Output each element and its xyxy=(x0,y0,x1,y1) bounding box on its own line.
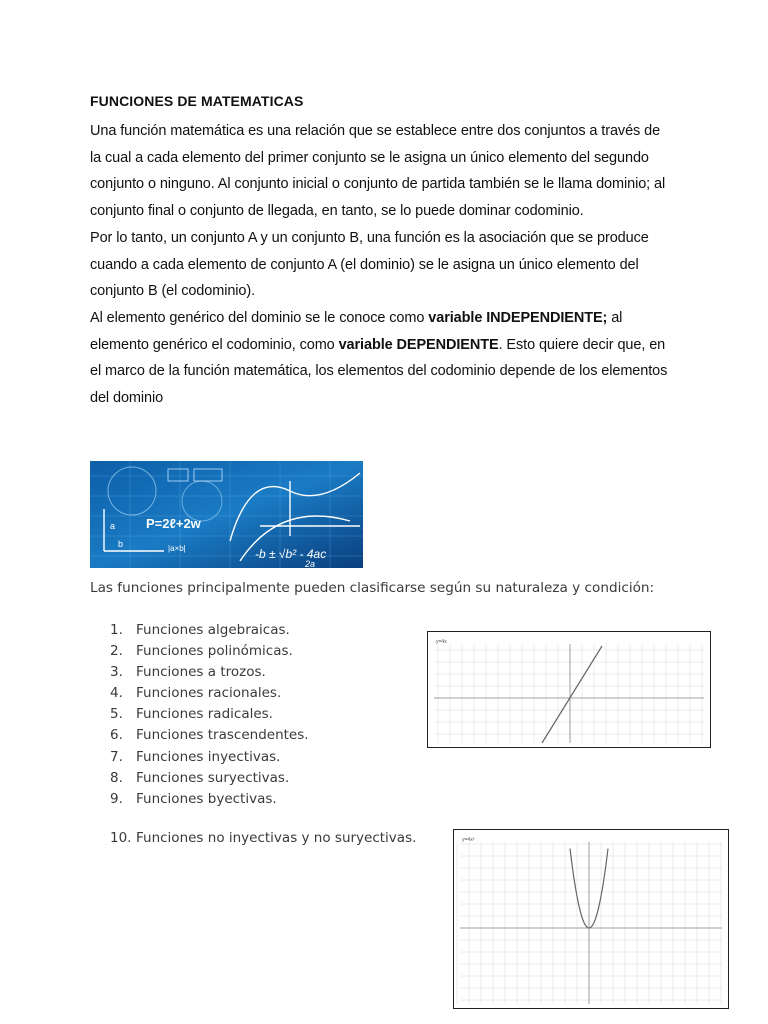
list-item-text: Funciones radicales. xyxy=(136,706,273,723)
list-item xyxy=(110,789,416,810)
list-item xyxy=(110,641,416,662)
quadratic-function-graph xyxy=(453,829,729,1009)
list-item-number: 4. xyxy=(110,685,123,702)
list-item-text: Funciones inyectivas. xyxy=(136,748,281,765)
list-item-number: 2. xyxy=(110,643,123,660)
list-item xyxy=(110,683,416,704)
function-types-list xyxy=(110,620,416,849)
list-item-number: 9. xyxy=(110,790,123,807)
list-item-number: 1. xyxy=(110,622,123,638)
linear-graph-label: y=4x xyxy=(436,639,447,645)
linear-graph-curve xyxy=(542,646,602,743)
paragraph-definition: Una función matemática es una relación que se establece entre dos conjuntos a través de la cual a cada elemento del primer conjunto se le asigna un único elemento del segundo conjunto o ninguno. Al conjunto inicial o conjunto de partida también se le llama dominio; al conjunto final o conjunto de llegada, en tanto, se lo puede dominar codominio. xyxy=(90,123,666,220)
linear-function-graph xyxy=(427,631,711,748)
paragraph-variables xyxy=(90,305,670,412)
paragraph-sets: Por lo tanto, un conjunto A y un conjunto B, una función es la asociación que se produce cuando a cada elemento de conjunto A (el dominio) se le asigna un único elemento del conjunto B (el codominio). xyxy=(90,229,649,300)
list-item xyxy=(110,620,416,641)
list-item-text: Funciones suryectivas. xyxy=(136,769,290,786)
linear-graph-grid xyxy=(434,644,704,743)
list-item-text: Funciones byectivas. xyxy=(136,790,277,807)
linear-graph-svg xyxy=(428,632,710,747)
document-title: FUNCIONES DE MATEMATICAS xyxy=(90,93,304,109)
quadratic-graph-grid xyxy=(457,842,722,1004)
banner-formula-perimeter: P=2ℓ+2w xyxy=(146,516,201,531)
list-item xyxy=(110,747,416,768)
list-item-number: 7. xyxy=(110,748,123,765)
list-item-text: Funciones no inyectivas y no suryectivas. xyxy=(136,829,417,846)
list-item-number: 5. xyxy=(110,706,123,723)
list-item-text: Funciones trascendentes. xyxy=(136,727,309,744)
term-independent-variable: variable INDEPENDIENTE; xyxy=(428,309,608,326)
document-body xyxy=(90,118,670,412)
banner-label-b: b xyxy=(118,539,124,549)
math-banner-image xyxy=(90,461,363,568)
list-item xyxy=(110,828,416,849)
list-item xyxy=(110,768,416,789)
list-item-text: Funciones a trozos. xyxy=(136,664,266,681)
list-item xyxy=(110,725,416,746)
list-item-text: Funciones polinómicas. xyxy=(136,643,293,660)
list-item xyxy=(110,662,416,683)
paragraph-variables-text-3: . Esto quiere decir que, en el marco de la función matemática, los elementos del codominio depende de los elementos del dominio xyxy=(90,336,668,407)
list-item-number: 6. xyxy=(110,727,123,744)
banner-formula-quadratic: -b ± √b² - 4ac xyxy=(255,547,327,561)
quadratic-graph-svg xyxy=(454,830,728,1008)
term-dependent-variable: variable DEPENDIENTE xyxy=(338,336,499,353)
list-item-number: 8. xyxy=(110,769,123,786)
list-item xyxy=(110,704,416,725)
list-item-number: 3. xyxy=(110,664,123,681)
list-item-number: 10. xyxy=(110,829,132,846)
banner-denominator: 2a xyxy=(305,559,316,568)
paragraph-variables-text-1: Al elemento genérico del dominio se le conoce como xyxy=(90,309,429,326)
paragraph-variables-text-2: al elemento genérico el codominio, como xyxy=(90,309,623,353)
list-item-text: Funciones racionales. xyxy=(136,685,282,702)
list-item-text: Funciones algebraicas. xyxy=(136,622,290,638)
banner-label-a: a xyxy=(110,521,116,531)
quadratic-graph-label: y=4x² xyxy=(462,837,475,843)
classification-intro: Las funciones principalmente pueden clasificarse según su naturaleza y condición: xyxy=(90,580,655,596)
banner-abs-label: |a×b| xyxy=(168,544,186,553)
